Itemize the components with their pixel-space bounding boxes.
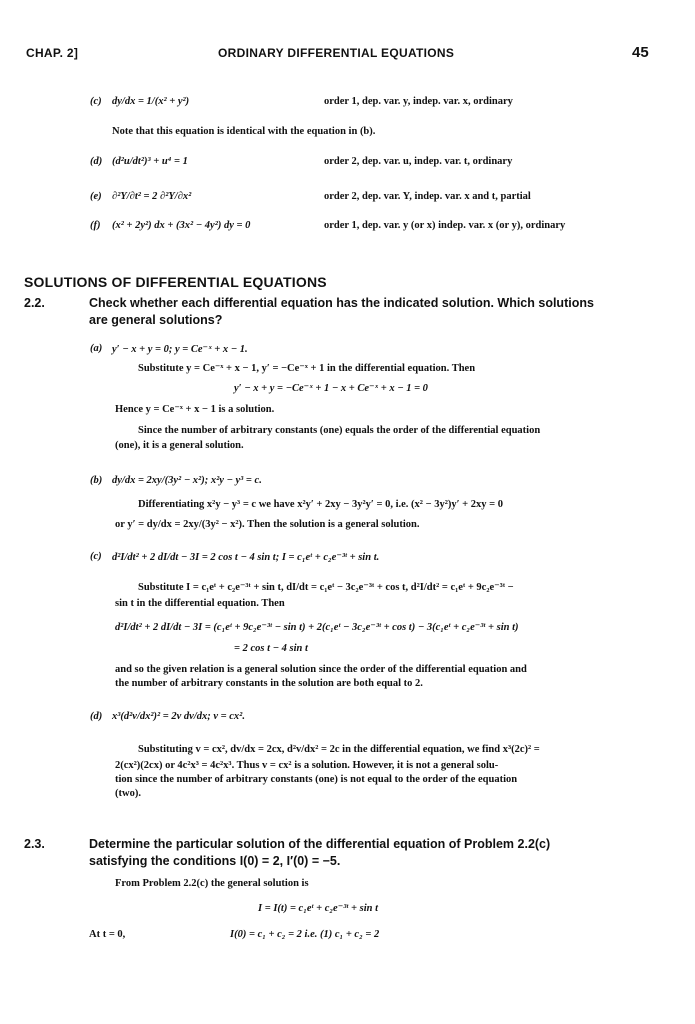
problem-2-3-number: 2.3. [24, 837, 45, 851]
part-d-line3: tion since the number of arbitrary constants (one) is not equal to the order of the equation [115, 774, 518, 785]
part-c-given: d²I/dt² + 2 dI/dt − 3I = 2 cos t − 4 sin t; I = c₁eᵗ + c₂e⁻³ᵗ + sin t. [112, 552, 380, 563]
part-a-given: y′ − x + y = 0; y = Ce⁻ˣ + x − 1. [112, 344, 248, 355]
part-a-label: (a) [90, 343, 103, 354]
part-b-conclusion: or y′ = dy/dx = 2xy/(3y² − x²). Then the solution is a general solution. [115, 519, 420, 530]
section-heading: SOLUTIONS OF DIFFERENTIAL EQUATIONS [24, 274, 327, 290]
problem-2-3-statement-line2: satisfying the conditions I(0) = 2, I′(0) = −5. [89, 854, 341, 868]
part-a-substitute: Substitute y = Ce⁻ˣ + x − 1, y′ = −Ce⁻ˣ + 1 in the differential equation. Then [138, 363, 476, 374]
part-c-substitute-line2: sin t in the differential equation. Then [115, 598, 285, 609]
part-a-since-line1: Since the number of arbitrary constants (one) equals the order of the differential equation [138, 425, 541, 436]
item-d-equation: (d²u/dt²)³ + u⁴ = 1 [112, 156, 188, 167]
page-number: 45 [632, 44, 649, 61]
part-b-differentiating: Differentiating x²y − y³ = c we have x²y′ + 2xy − 3y²y′ = 0, i.e. (x² − 3y²)y′ + 2xy = 0 [138, 499, 504, 510]
part-a-since-line2: (one), it is a general solution. [115, 440, 244, 451]
item-d-desc: order 2, dep. var. u, indep. var. t, ordinary [324, 156, 513, 167]
part-d-given: x³(d²v/dx²)² = 2v dv/dx; v = cx². [112, 711, 245, 722]
item-c-label: (c) [90, 96, 102, 107]
part-b-given: dy/dx = 2xy/(3y² − x²); x²y − y³ = c. [112, 475, 262, 486]
problem-2-3-general-solution: I = I(t) = c₁eᵗ + c₂e⁻³ᵗ + sin t [258, 903, 379, 914]
problem-2-3-at: At t = 0, [89, 929, 126, 940]
part-b-label: (b) [90, 475, 103, 486]
problem-2-3-from: From Problem 2.2(c) the general solution is [115, 878, 309, 889]
part-c-result-line2: = 2 cos t − 4 sin t [234, 643, 308, 654]
part-c-conclusion-line2: the number of arbitrary constants in the solution are both equal to 2. [115, 678, 423, 689]
note-text: Note that this equation is identical with the equation in (b). [112, 126, 376, 137]
problem-2-3-condition: I(0) = c₁ + c₂ = 2 i.e. (1) c₁ + c₂ = 2 [230, 929, 380, 940]
item-f-desc: order 1, dep. var. y (or x) indep. var. x (or y), ordinary [324, 220, 566, 231]
part-c-substitute: Substitute I = c₁eᵗ + c₂e⁻³ᵗ + sin t, dI/dt = c₁eᵗ − 3c₂e⁻³ᵗ + cos t, d²I/dt² = c₁eᵗ + 9c₂e⁻³ᵗ − [138, 582, 514, 593]
problem-2-2-number: 2.2. [24, 296, 45, 310]
part-c-result-line1: d²I/dt² + 2 dI/dt − 3I = (c₁eᵗ + 9c₂e⁻³ᵗ − sin t) + 2(c₁eᵗ − 3c₂e⁻³ᵗ + cos t) − 3(c₁eᵗ + c₂e⁻³ᵗ + sin t) [115, 622, 519, 633]
part-d-line2: 2(cx²)(2cx) or 4c²x³ = 4c²x³. Thus v = cx² is a solution. However, it is not a general solu- [115, 760, 499, 771]
item-e-equation: ∂²Y/∂t² = 2 ∂²Y/∂x² [112, 191, 192, 202]
running-title: ORDINARY DIFFERENTIAL EQUATIONS [218, 46, 455, 60]
part-d-label: (d) [90, 711, 103, 722]
item-f-equation: (x² + 2y²) dx + (3x² − 4y²) dy = 0 [112, 220, 251, 231]
part-c-conclusion-line1: and so the given relation is a general solution since the order of the differential equation and [115, 664, 527, 675]
item-c-desc: order 1, dep. var. y, indep. var. x, ordinary [324, 96, 513, 107]
problem-2-2-statement-line2: are general solutions? [89, 313, 223, 327]
part-d-line1: Substituting v = cx², dv/dx = 2cx, d²v/dx² = 2c in the differential equation, we find x³(2c)² = [138, 744, 540, 755]
part-a-check: y′ − x + y = −Ce⁻ˣ + 1 − x + Ce⁻ˣ + x − 1 = 0 [234, 383, 428, 394]
problem-2-2-statement-line1: Check whether each differential equation has the indicated solution. Which solutions [89, 296, 594, 310]
part-c-label: (c) [90, 551, 102, 562]
item-e-label: (e) [90, 191, 102, 202]
part-d-line4: (two). [115, 788, 141, 799]
chapter-label: CHAP. 2] [26, 46, 79, 60]
item-d-label: (d) [90, 156, 103, 167]
problem-2-3-statement-line1: Determine the particular solution of the differential equation of Problem 2.2(c) [89, 837, 551, 851]
item-f-label: (f) [90, 220, 101, 231]
item-e-desc: order 2, dep. var. Y, indep. var. x and t, partial [324, 191, 531, 202]
part-a-hence: Hence y = Ce⁻ˣ + x − 1 is a solution. [115, 404, 275, 415]
item-c-equation: dy/dx = 1/(x² + y²) [112, 96, 190, 107]
